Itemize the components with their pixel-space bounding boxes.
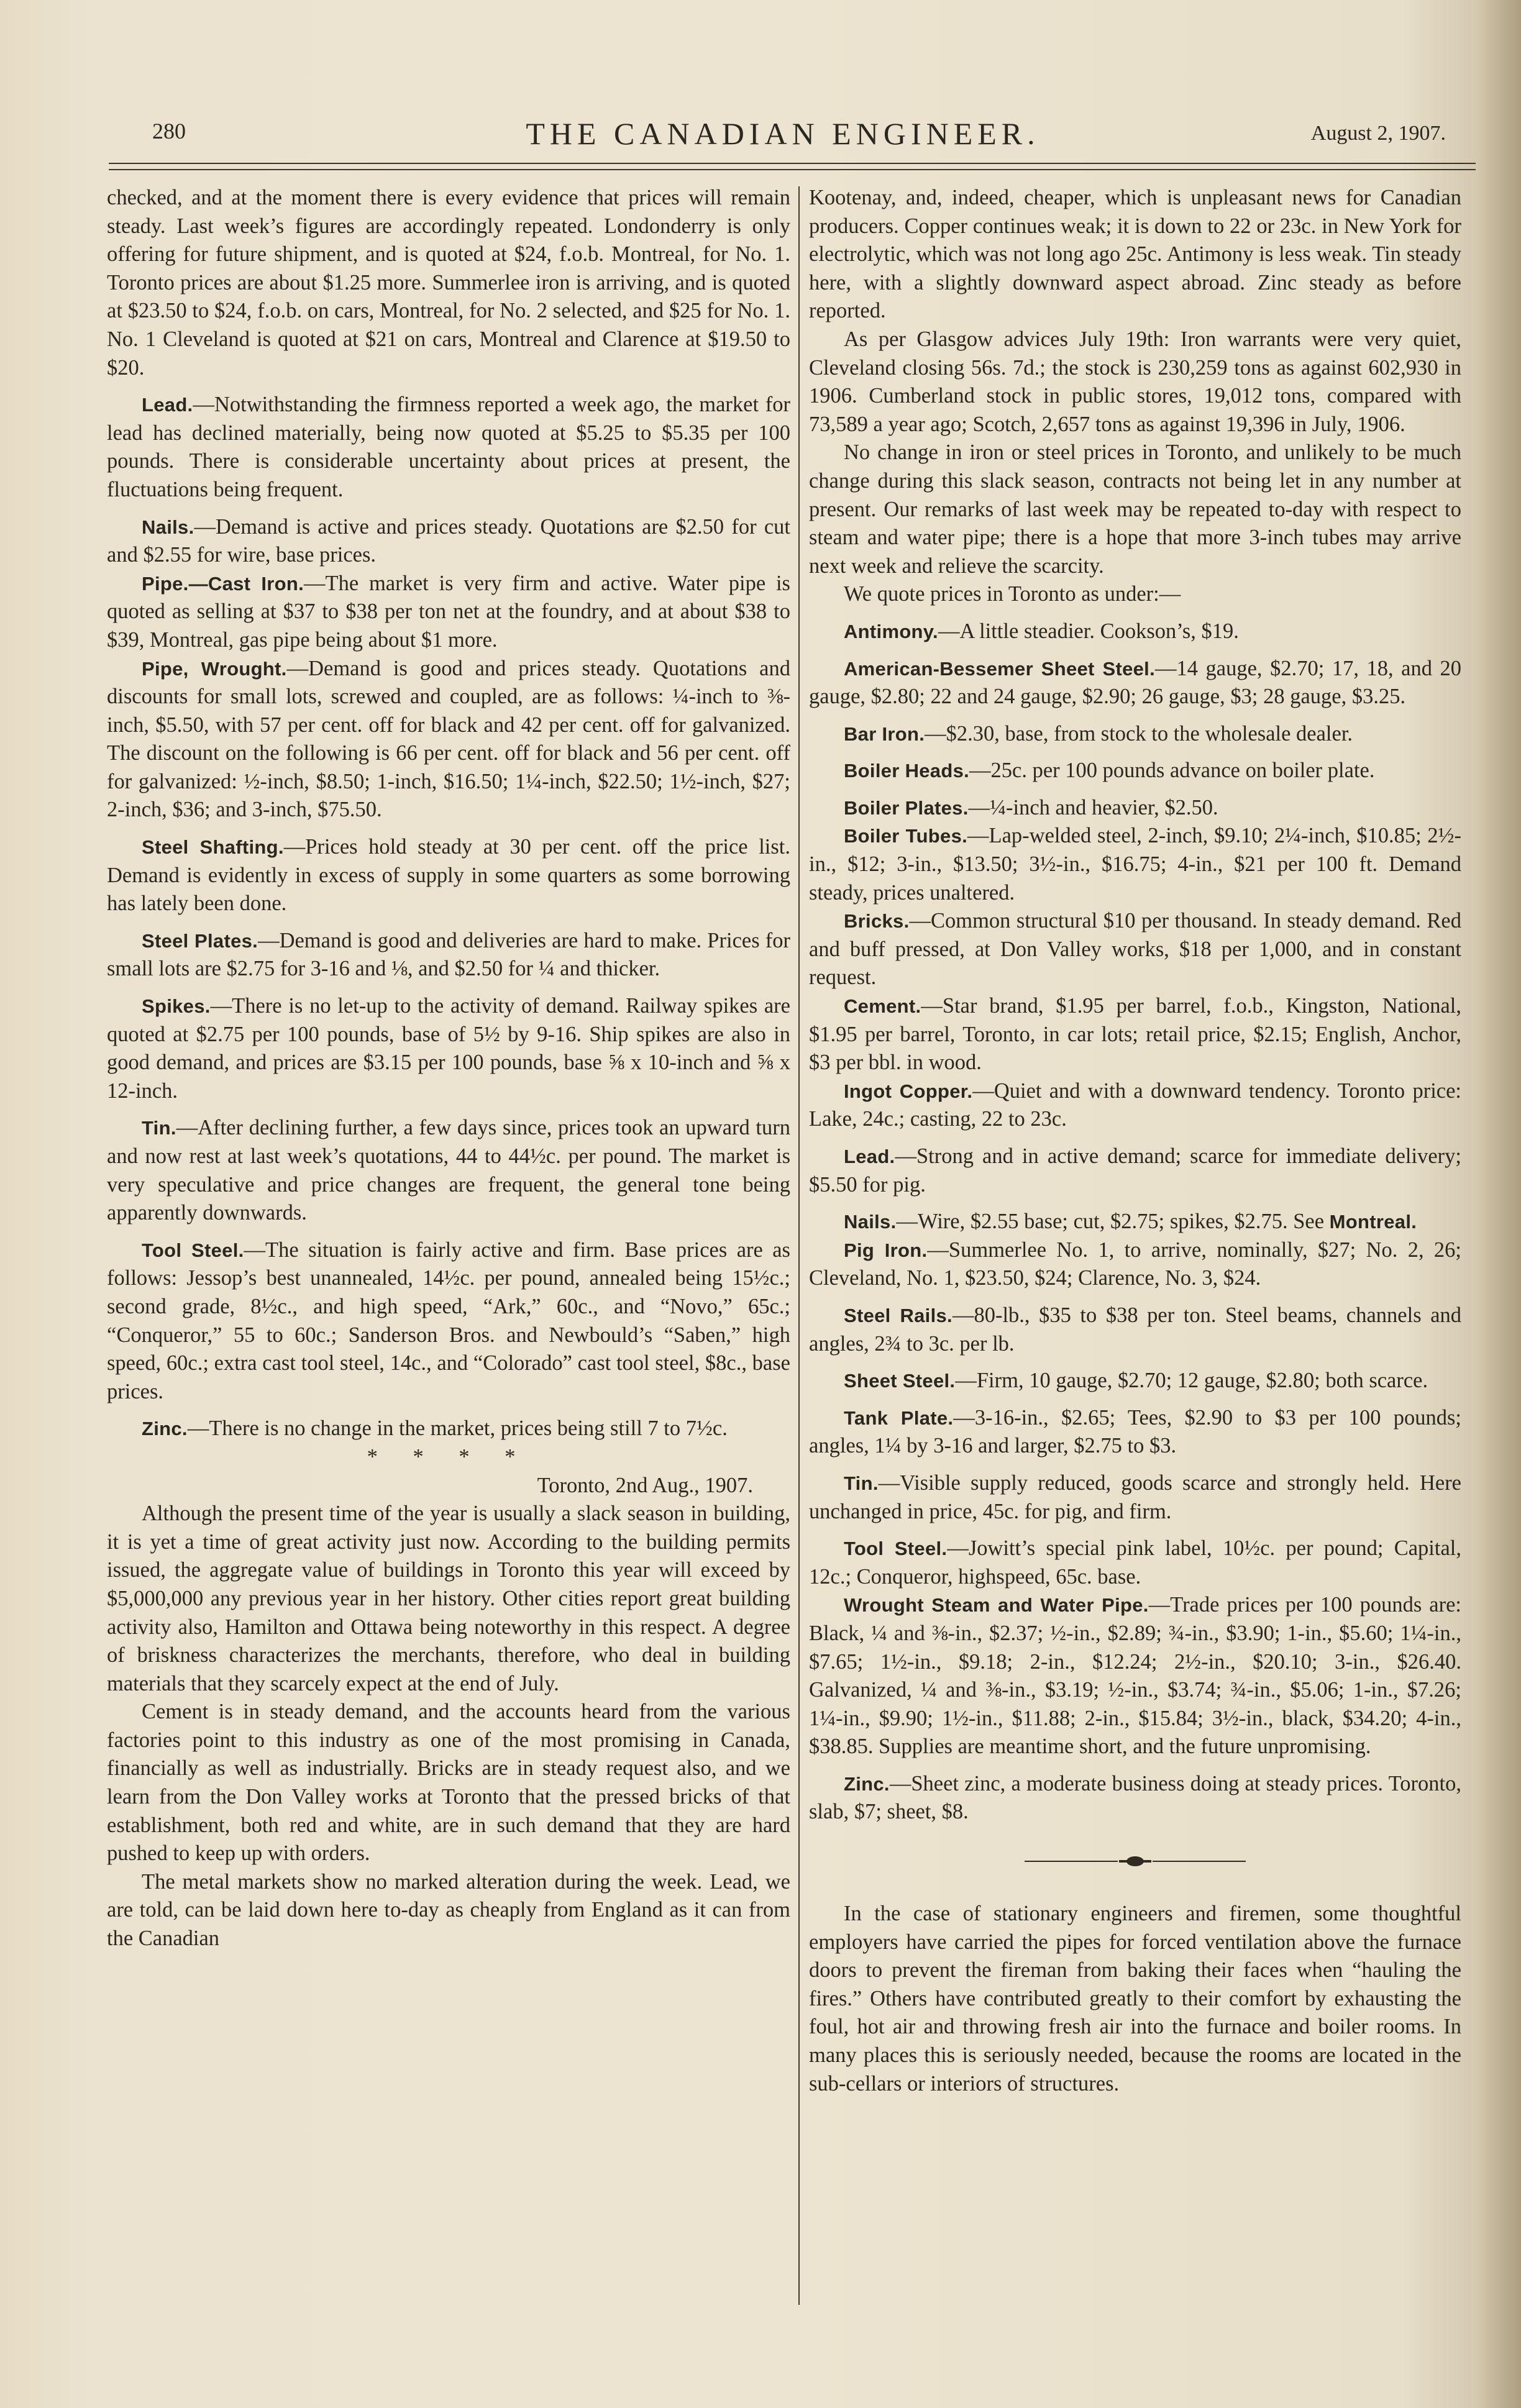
entry-label: Tool Steel. xyxy=(142,1239,244,1261)
entry-lead xyxy=(809,1142,1461,1199)
entry-tin xyxy=(809,1469,1461,1526)
entry-text: —Visible supply reduced, goods scarce and strongly held. Here unchanged in price, 45c. for pig, and firm. xyxy=(809,1471,1461,1523)
entry-label: Tin. xyxy=(142,1117,176,1139)
entry-text: —After declining further, a few days since, prices took an upward turn and now rest at last week’s quotations, 44 to 44½c. per pound. The market is very speculative and price changes are frequent, the general tone being apparently downwards. xyxy=(107,1116,790,1225)
entry-label: Spikes. xyxy=(142,995,211,1018)
entry-pipe-wrought xyxy=(107,655,790,825)
issue-date: August 2, 1907. xyxy=(1310,122,1446,145)
entry-text: —The market is very firm and active. Water pipe is quoted as selling at $37 to $38 per ton net at the foundry, and at about $38 to $39, Montreal, gas pipe being about $1 more. xyxy=(107,571,790,652)
entry-nails xyxy=(107,513,790,570)
entry-label: Zinc. xyxy=(844,1772,890,1795)
entry-text: —Summerlee No. 1, to arrive, nominally, $27; No. 2, 26; Cleveland, No. 1, $23.50, $24; Clarence, No. 3, $24. xyxy=(809,1238,1462,1290)
entry-text: —$2.30, base, from stock to the wholesale dealer. xyxy=(925,721,1353,746)
entry-label: Bar Iron. xyxy=(844,723,925,745)
entry-sheet-steel xyxy=(809,1367,1461,1395)
journal-title: THE CANADIAN ENGINEER. xyxy=(526,116,1040,151)
section-break-stars: * * * * xyxy=(367,1444,531,1469)
entry-lead xyxy=(107,391,790,504)
entry-text: —3-16-in., $2.65; Tees, $2.90 to $3 per 100 pounds; angles, 1¼ by 3-16 and larger, $2.75 to $3. xyxy=(809,1405,1461,1458)
paragraph-building: Although the present time of the year is usually a slack season in building, it is yet a time of great activity just now. According to the building permits issued, the aggregate value of buildings in Toronto this year will exceed by $5,000,000 any previous year in her history. Other cities report great building activity also, Hamilton and Ottawa being noteworthy in this respect. A degree of briskness characterizes the merchants, therefore, who deal in building materials that they scarcely expect at the end of July. xyxy=(107,1502,790,1695)
ornament-diamond-icon xyxy=(1118,1856,1153,1866)
paragraph-quote-intro: We quote prices in Toronto as under:— xyxy=(844,582,1181,606)
entry-label: Steel Shafting. xyxy=(142,836,284,859)
running-header xyxy=(109,111,1457,154)
entry-steel-rails xyxy=(809,1302,1461,1358)
entry-tool-steel xyxy=(809,1535,1461,1591)
entry-label: Pipe.—Cast Iron. xyxy=(142,572,304,595)
entry-label: Cement. xyxy=(844,995,921,1018)
entry-text: —14 gauge, $2.70; 17, 18, and 20 gauge, $2.80; 22 and 24 gauge, $2.90; 26 gauge, $3; 28 gauge, $3.25. xyxy=(809,656,1461,709)
entry-text: —Firm, 10 gauge, $2.70; 12 gauge, $2.80; both scarce. xyxy=(955,1369,1428,1393)
entry-label: Boiler Tubes. xyxy=(844,825,968,847)
section-ornament xyxy=(809,1856,1461,1866)
paragraph-metal-markets: The metal markets show no marked alteration during the week. Lead, we are told, can be laid down here to-day as cheaply from England as it can from the Canadian xyxy=(107,1869,790,1951)
entry-label: Nails. xyxy=(142,516,194,538)
header-rule xyxy=(109,163,1476,164)
entry-text: —Wire, $2.55 base; cut, $2.75; spikes, $2.75. See xyxy=(896,1210,1330,1234)
entry-text: —Demand is good and prices steady. Quotations and discounts for small lots, screwed and coupled, are as follows: ¼-inch to ⅜-inch, $5.50, with 57 per cent. off for black and 42 per cent. off for galvanized. The discount on the following is 66 per cent. off for black and 56 per cent. off for galvanized: ½-inch, $8.50; 1-inch, $16.50; 1¼-inch, $22.50; 1½-inch, $27; 2-inch, $36; and 3-inch, $75.50. xyxy=(107,656,790,822)
entry-nails xyxy=(809,1208,1461,1236)
entry-spikes xyxy=(107,992,790,1105)
entry-text: —25c. per 100 pounds advance on boiler plate. xyxy=(969,759,1375,783)
entry-text: —Common structural $10 per thousand. In steady demand. Red and buff pressed, at Don Valley works, $18 per 1,000, and in constant request. xyxy=(809,909,1461,990)
entry-boiler-tubes xyxy=(809,822,1461,907)
ornament-rule xyxy=(1025,1861,1118,1862)
entry-zinc xyxy=(809,1770,1461,1827)
entry-steel-shafting xyxy=(107,833,790,918)
entry-text: —Strong and in active demand; scarce for immediate delivery; $5.50 for pig. xyxy=(809,1144,1461,1197)
toronto-dateline: Toronto, 2nd Aug., 1907. xyxy=(537,1473,753,1497)
entry-label: Lead. xyxy=(844,1146,895,1167)
entry-text: —Quiet and with a downward tendency. Toronto price: Lake, 24c.; casting, 22 to 23c. xyxy=(809,1079,1461,1131)
entry-bricks xyxy=(809,907,1461,992)
entry-label: Nails. xyxy=(844,1211,897,1233)
header-rule-double xyxy=(109,169,1476,170)
entry-label: American-Bessemer Sheet Steel. xyxy=(844,657,1155,680)
entry-label: Lead. xyxy=(142,394,193,416)
ornament-rule xyxy=(1153,1861,1246,1862)
entry-tin xyxy=(107,1114,790,1227)
entry-tank-plate xyxy=(809,1404,1461,1461)
binding-shadow xyxy=(1478,0,1521,2408)
entry-steel-plates xyxy=(107,927,790,983)
page-number: 280 xyxy=(152,119,186,144)
entry-label: Pipe, Wrought. xyxy=(142,657,287,680)
entry-label: Ingot Copper. xyxy=(844,1080,973,1102)
paragraph-cement: Cement is in steady demand, and the accounts heard from the various factories point to this industry as one of the most promising in Canada, financially as well as industrially. Bricks are in steady request also, and we learn from the Don Valley works at Toronto that the pressed bricks of that establishment, both red and white, are in such demand that they are hard pushed to keep up with orders. xyxy=(107,1700,790,1866)
entry-label: Zinc. xyxy=(142,1418,188,1440)
entry-text: —A little steadier. Cookson’s, $19. xyxy=(938,619,1239,643)
paragraph-stationary-engineers: In the case of stationary engineers and firemen, some thoughtful employers have carried the pipes for forced ventilation above the furnace doors to prevent the fireman from baking their faces when “hauling the fires.” Others have contributed greatly to their comfort by exhausting the foul, hot air and throwing fresh air into the furnace and boiler rooms. In many places this is seriously needed, because the rooms are located in the sub-cellars or interiors of structures. xyxy=(809,1902,1461,2096)
entry-label: Steel Rails. xyxy=(844,1304,952,1326)
entry-text: —Notwithstanding the firmness reported a week ago, the market for lead has declined materially, being now quoted at $5.25 to $5.35 per 100 pounds. There is considerable uncertainty about prices at present, the fluctuations being frequent. xyxy=(107,393,790,501)
entry-bar-iron xyxy=(809,720,1461,749)
entry-text: —The situation is fairly active and firm. Base prices are as follows: Jessop’s best unannealed, 14½c. per pound, annealed being 15½c.; second grade, 8½c., and high speed, “Ark,” 60c., and “Novo,” 65c.; “Conqueror,” 55 to 60c.; Sanderson Bros. and Newbould’s “Saben,” high speed, 60c.; extra cast tool steel, 14c., and “Colorado” cast tool steel, $8c., base prices. xyxy=(107,1238,790,1403)
entry-label: Sheet Steel. xyxy=(844,1370,956,1392)
entry-label: Bricks. xyxy=(844,910,910,933)
entry-text: —¼-inch and heavier, $2.50. xyxy=(968,795,1218,819)
entry-bessemer-sheet-steel xyxy=(809,655,1461,711)
paragraph-iron-prices: checked, and at the moment there is every evidence that prices will remain steady. Last week’s figures are accordingly repeated. Londonderry is only offering for future shipment, and is quoted at $24, f.o.b. Montreal, for No. 1. Toronto prices are about $1.25 more. Summerlee iron is arriving, and is quoted at $23.50 to $24, f.o.b. on cars, Montreal, for No. 2 selected, and $25 for No. 1. No. 1 Cleveland is quoted at $21 on cars, Montreal and Clarence at $19.50 to $20. xyxy=(107,186,790,380)
entry-label: Boiler Heads. xyxy=(844,760,970,782)
entry-label: Pig Iron. xyxy=(844,1239,928,1261)
paragraph-kootenay: Kootenay, and, indeed, cheaper, which is unpleasant news for Canadian producers. Copper continues weak; it is down to 22 or 23c. in New York for electrolytic, which was not long ago 25c. Antimony is less weak. Tin steady here, with a slightly downward aspect abroad. Zinc steady as before reported. xyxy=(809,186,1461,323)
right-column xyxy=(809,184,1461,2098)
column-divider xyxy=(798,186,800,2305)
paragraph-glasgow: As per Glasgow advices July 19th: Iron warrants were very quiet, Cleveland closing 56s. 7d.; the stock is 230,259 tons as against 602,930 in 1906. Cumberland stock in public stores, 19,012 tons, compared with 73,589 a year ago; Scotch, 2,657 tons as against 19,396 in July, 1906. xyxy=(809,327,1461,436)
entry-label: Tool Steel. xyxy=(844,1538,948,1560)
entry-text: —Star brand, $1.95 per barrel, f.o.b., Kingston, National, $1.95 per barrel, Toronto, in car lots; retail price, $2.15; English, Anchor, $3 per bbl. in wood. xyxy=(809,994,1461,1075)
cross-reference: Montreal. xyxy=(1329,1211,1417,1233)
entry-text: —There is no change in the market, prices being still 7 to 7½c. xyxy=(187,1416,728,1441)
entry-pipe-cast-iron xyxy=(107,570,790,655)
entry-boiler-heads xyxy=(809,757,1461,785)
entry-text: —Demand is active and prices steady. Quotations are $2.50 for cut and $2.55 for wire, base prices. xyxy=(107,514,790,567)
entry-zinc xyxy=(107,1415,790,1443)
paragraph-no-change: No change in iron or steel prices in Toronto, and unlikely to be much change during this slack season, contracts not being let in any number at present. Our remarks of last week may be repeated to-day with respect to steam and water pipe; there is a hope that more 3-inch tubes may arrive next week and relieve the scarcity. xyxy=(809,440,1461,578)
left-column xyxy=(107,184,790,1953)
entry-tool-steel xyxy=(107,1236,790,1407)
entry-label: Wrought Steam and Water Pipe. xyxy=(844,1594,1149,1617)
entry-text: —80-lb., $35 to $38 per ton. Steel beams, channels and angles, 2¾ to 3c. per lb. xyxy=(809,1303,1462,1356)
entry-text: —Demand is good and deliveries are hard to make. Prices for small lots are $2.75 for 3-16 and ⅛, and $2.50 for ¼ and thicker. xyxy=(107,928,790,981)
entry-pig-iron xyxy=(809,1236,1461,1293)
entry-text: —Jowitt’s special pink label, 10½c. per pound; Capital, 12c.; Conqueror, highspeed, 65c. base. xyxy=(809,1536,1461,1589)
entry-label: Boiler Plates. xyxy=(844,796,969,819)
entry-wrought-pipe xyxy=(809,1591,1461,1761)
entry-text: —Prices hold steady at 30 per cent. off the price list. Demand is evidently in excess of supply in some quarters as some borrowing has lately been done. xyxy=(107,835,791,916)
entry-ingot-copper xyxy=(809,1077,1461,1134)
entry-label: Tin. xyxy=(844,1472,879,1494)
entry-label: Tank Plate. xyxy=(844,1407,954,1429)
entry-text: —Sheet zinc, a moderate business doing at steady prices. Toronto, slab, $7; sheet, $8. xyxy=(809,1771,1461,1824)
entry-text: —There is no let-up to the activity of demand. Railway spikes are quoted at $2.75 per 100 pounds, base of 5½ by 9-16. Ship spikes are also in good demand, and prices are $3.15 per 100 pounds, base ⅝ x 10-inch and ⅝ x 12-inch. xyxy=(107,994,790,1103)
entry-label: Steel Plates. xyxy=(142,929,258,952)
entry-text: —Trade prices per 100 pounds are: Black, ¼ and ⅜-in., $2.37; ½-in., $2.89; ¾-in., $3.90; 1-in., $5.60; 1¼-in., $7.65; 1½-in., $9.18; 2-in., $12.24; 2½-in., $20.10; 3-in., $26.40. Galvanized, ¼ and ⅜-in., $3.19; ½-in., $3.74; ¾-in., $5.06; 1-in., $7.26; 1¼-in., $9.90; 1½-in., $11.88; 2-in., $15.84; 3½-in., black, $34.20; 4-in., $38.85. Supplies are meantime short, and the future unpromising. xyxy=(809,1593,1461,1759)
entry-antimony xyxy=(809,618,1461,646)
entry-label: Antimony. xyxy=(844,620,938,642)
entry-text: —Lap-welded steel, 2-inch, $9.10; 2¼-inch, $10.85; 2½-in., $12; 3-in., $13.50; 3½-in., $16.75; 4-in., $21 per 100 ft. Demand steady, prices unaltered. xyxy=(809,824,1462,905)
entry-boiler-plates xyxy=(809,794,1461,823)
entry-cement xyxy=(809,992,1461,1077)
